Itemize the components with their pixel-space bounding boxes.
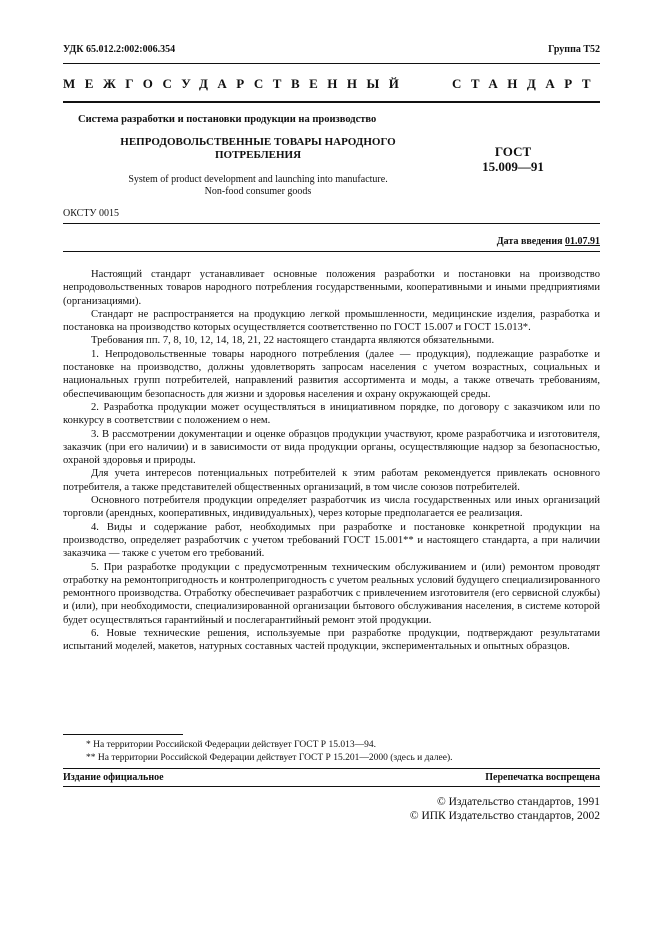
gost-label: ГОСТ xyxy=(494,144,532,159)
system-title: Система разработки и постановки продукции на производство xyxy=(78,114,377,125)
intro-date-value: 01.07.91 xyxy=(565,236,600,247)
title-line-2: ПОТРЕБЛЕНИЯ xyxy=(214,149,302,161)
english-title xyxy=(78,174,438,198)
standard-type-word-1: МЕЖГОСУДАРСТВЕННЫЙ xyxy=(63,76,409,91)
paragraph: 3. В рассмотрении документации и оценке образцов продукции участвуют, кроме разработчика и изготовителя, заказчик (при его наличии) и в зависимости от вида продукции органы, осуществляющие надзор за безопасностью, охраной здоровья и природы. xyxy=(63,428,600,467)
footnote-1: * На территории Российской Федерации действует ГОСТ Р 15.013—94. xyxy=(86,740,376,750)
header-rule-top xyxy=(63,63,600,64)
english-title-line-2: Non-food consumer goods xyxy=(204,186,312,197)
gost-designation xyxy=(470,144,556,174)
header-rule-bottom xyxy=(63,101,600,103)
intro-date-label: Дата введения xyxy=(496,236,563,247)
paragraph: Для учета интересов потенциальных потребителей к этим работам рекомендуется привлекать основного потребителя, а также представителей общественных организаций, в том числе союзов потребителей. xyxy=(63,468,600,493)
intro-date xyxy=(497,236,600,247)
document-title xyxy=(78,136,438,162)
paragraph: Основного потребителя продукции определяет разработчик из числа государственных или иных организаций торговли (арендных, кооперативных, индивидуальных), через которые предполагается ее реализация. xyxy=(63,495,600,520)
group-code: Группа Т52 xyxy=(548,44,600,55)
date-rule xyxy=(63,251,600,252)
footer-rule xyxy=(63,768,600,769)
title-line-1: НЕПРОДОВОЛЬСТВЕННЫЕ ТОВАРЫ НАРОДНОГО xyxy=(120,136,396,148)
paragraph: Настоящий стандарт устанавливает основные положения разработки и постановки на производство непродовольственных товаров народного потребления государственными, кооперативными и иными предприятиями (организациями). xyxy=(63,269,600,307)
official-edition-label: Издание официальное xyxy=(63,772,164,783)
gost-number: 15.009—91 xyxy=(482,159,544,174)
okstu-code: ОКСТУ 0015 xyxy=(63,208,120,219)
reprint-notice: Перепечатка воспрещена xyxy=(485,772,600,783)
paragraph: Требования пп. 7, 8, 10, 12, 14, 18, 21, 22 настоящего стандарта являются обязательными. xyxy=(91,335,495,347)
footer-rule-bottom xyxy=(63,786,600,787)
paragraph: 4. Виды и содержание работ, необходимых при разработке и постановке конкретной продукции на производство, определяет разработчик с учетом требований ГОСТ 15.001** и настоящего стандарта, а при наличии заказчика — также с учетом его требований. xyxy=(63,521,600,560)
footnote-rule xyxy=(63,734,183,735)
copyright-2: © ИПК Издательство стандартов, 2002 xyxy=(409,810,600,822)
body-text xyxy=(63,268,600,654)
paragraph: 2. Разработка продукции может осуществляться в инициативном порядке, по договору с заказчиком или по конкурсу в соответствии с положением о нем. xyxy=(63,401,600,427)
paragraph: 1. Непродовольственные товары народного потребления (далее — продукция), подлежащие разработке и постановке на производство, должны удовлетворять запросам населения с учетом возрастных, социальных и национальных групп потребителей, направлений развития ассортимента и моды, а также отвечать требованиям, обеспечивающим безопасность для жизни и здоровья населения и охрану окружающей среды. xyxy=(63,348,600,400)
copyright-1: © Издательство стандартов, 1991 xyxy=(436,796,600,808)
standard-type-word-2: СТАНДАРТ xyxy=(451,76,600,91)
udk-code: УДК 65.012.2:002:006.354 xyxy=(63,44,176,55)
okstu-rule xyxy=(63,223,600,224)
english-title-line-1: System of product development and launching into manufacture. xyxy=(128,174,388,185)
paragraph: 6. Новые технические решения, используемые при разработке продукции, подтверждают результатами испытаний моделей, макетов, натурных составных частей продукции, экспериментальных и опытных образцов. xyxy=(63,628,600,653)
paragraph: 5. При разработке продукции с предусмотренным техническим обслуживанием и (или) ремонтом проводят отработку на ремонтопригодность и контролепригодность с учетом реальных условий будущего специализированного ремонтного производства. Отработку обеспечивает разработчик с привлечением изготовителя (его сервисной службы) и (или), при необходимости, специализированной организации бытового обслуживания населения, в системе которой будет осуществляться гарантийный и послегарантийный ремонт этой продукции. xyxy=(63,561,600,626)
footnote-2: ** На территории Российской Федерации действует ГОСТ Р 15.201—2000 (здесь и далее). xyxy=(86,753,453,763)
paragraph: Стандарт не распространяется на продукцию легкой промышленности, медицинские изделия, разработка и постановка на производство которых осуществляется соответственно по ГОСТ 15.007 и ГОСТ 15.013*. xyxy=(63,308,600,334)
